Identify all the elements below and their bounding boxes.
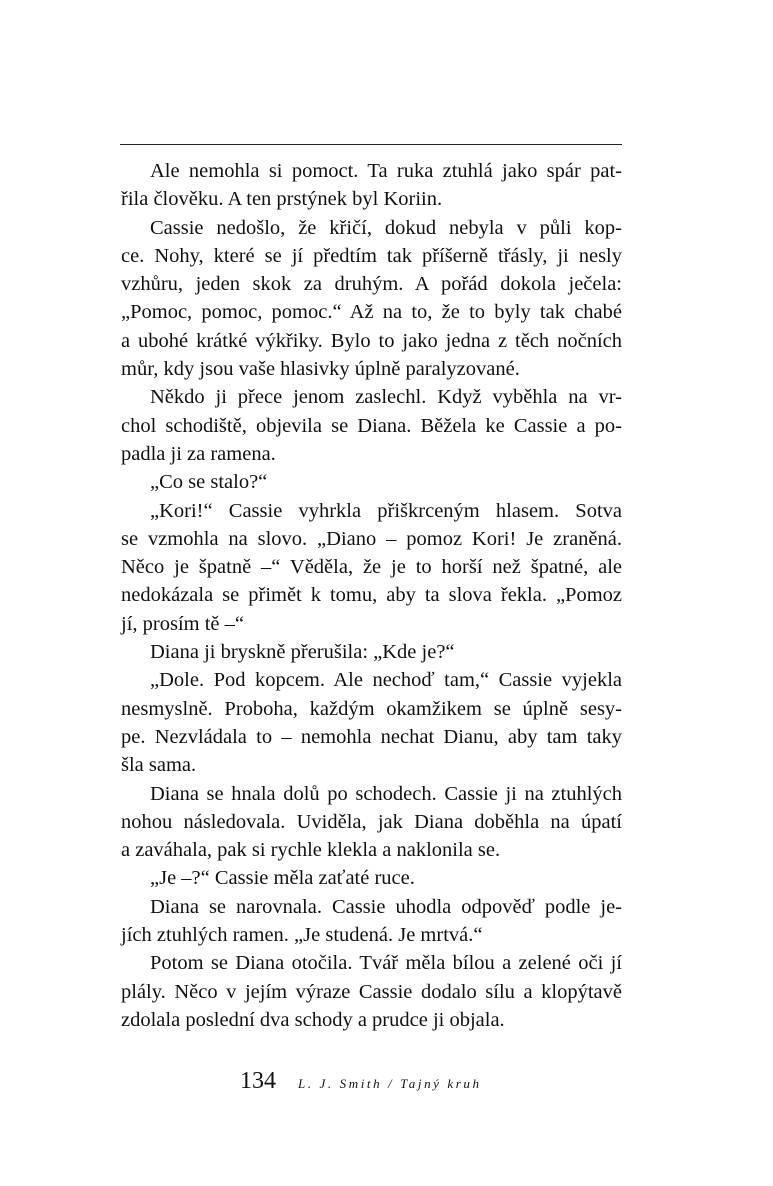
text-line: „Pomoc, pomoc, pomoc.“ Až na to, že to byly tak chabé [121, 301, 622, 324]
text-line: jí, prosím tě –“ [121, 612, 244, 635]
paragraph [121, 949, 622, 1034]
text-line: řila člověku. A ten prstýnek byl Koriin. [121, 188, 443, 211]
text-line: „Co se stalo?“ [150, 471, 268, 494]
text-line: Potom se Diana otočila. Tvář měla bílou a zelené oči jí [150, 952, 622, 975]
body-text [121, 157, 622, 1034]
paragraph [121, 383, 622, 468]
text-line: Ale nemohla si pomoct. Ta ruka ztuhlá jako spár pat- [150, 160, 622, 182]
text-line: nohou následovala. Uviděla, jak Diana doběhla na úpatí [121, 810, 622, 833]
text-line: ce. Nohy, které se jí předtím tak příšerně třásly, ji nesly [121, 244, 622, 267]
text-line: padla ji za ramena. [121, 442, 276, 465]
paragraph [121, 638, 622, 666]
text-line: a ubohé krátké výkřiky. Bylo to jako jedna z těch nočních [121, 329, 622, 352]
paragraph [121, 780, 622, 865]
page-number: 134 [240, 1068, 276, 1094]
paragraph [121, 468, 622, 496]
header-rule [120, 144, 622, 145]
text-line: nesmyslně. Proboha, každým okamžikem se úplně sesy- [121, 697, 622, 720]
paragraph [121, 497, 622, 638]
paragraph [121, 214, 622, 384]
text-line: se vzmohla na slovo. „Diano – pomoz Kori! Je zraněná. [121, 527, 622, 550]
text-line: můr, kdy jsou vaše hlasivky úplně paralyzované. [121, 358, 520, 381]
text-line: šla sama. [121, 754, 197, 777]
paragraph [121, 893, 622, 950]
paragraph [121, 157, 622, 214]
text-line: vzhůru, jeden skok za druhým. A pořád dokola ječela: [121, 273, 622, 296]
text-line: Někdo ji přece jenom zaslechl. Když vyběhla na vr- [150, 386, 622, 409]
text-line: „Kori!“ Cassie vyhrkla přiškrceným hlasem. Sotva [150, 499, 622, 522]
text-line: „Dole. Pod kopcem. Ale nechoď tam,“ Cassie vyjekla [150, 669, 622, 692]
text-line: Diana se hnala dolů po schodech. Cassie ji na ztuhlých [150, 782, 622, 805]
text-line: a zaváhala, pak si rychle klekla a naklonila se. [121, 839, 501, 862]
paragraph [121, 864, 622, 892]
running-title: L. J. Smith / Tajný kruh [298, 1076, 482, 1091]
text-line: „Je –?“ Cassie měla zaťaté ruce. [150, 867, 415, 890]
text-line: Něco je špatně –“ Věděla, že je to horší než špatné, ale [121, 556, 622, 579]
text-line: Cassie nedošlo, že křičí, dokud nebyla v půli kop- [150, 216, 622, 239]
paragraph [121, 666, 622, 779]
text-line: jích ztuhlých ramen. „Je studená. Je mrtvá.“ [121, 924, 483, 947]
text-line: plály. Něco v jejím výraze Cassie dodalo sílu a klopýtavě [121, 980, 622, 1003]
page-footer [240, 1068, 482, 1095]
text-line: zdolala poslední dva schody a prudce ji objala. [121, 1008, 505, 1031]
text-line: pe. Nezvládala to – nemohla nechat Dianu, aby tam taky [121, 725, 622, 748]
text-line: nedokázala se přimět k tomu, aby ta slova řekla. „Pomoz [121, 584, 622, 607]
text-line: chol schodiště, objevila se Diana. Běžela ke Cassie a po- [121, 414, 622, 437]
text-line: Diana ji bryskně přerušila: „Kde je?“ [150, 641, 455, 664]
text-line: Diana se narovnala. Cassie uhodla odpověď podle je- [150, 895, 622, 918]
